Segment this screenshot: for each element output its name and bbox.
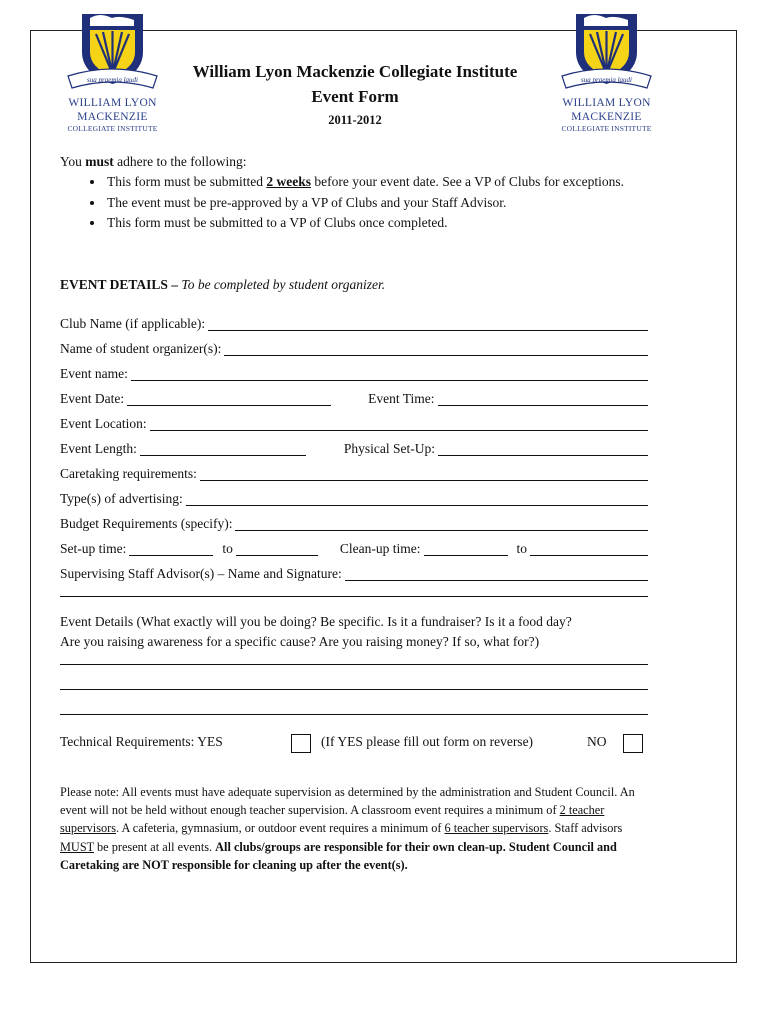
intro-rules [60,152,660,234]
form-header [150,60,560,130]
advertising-input[interactable] [186,490,648,506]
technical-label: Technical Requirements: YES [60,734,223,749]
crest-name-1: WILLIAM LYON [562,97,651,109]
caretaking-input[interactable] [200,465,648,481]
event-details-line-2[interactable] [60,689,648,690]
club-name-input[interactable] [208,315,648,331]
rule-item: • This form must be submitted to a VP of Clubs once completed. [105,213,665,234]
event-details-line-1[interactable] [60,664,648,665]
field-times: Set-up time: to Clean-up time: to [60,540,648,558]
crest-name-2: MACKENZIE [571,111,642,123]
school-year: 2011-2012 [328,113,382,127]
intro-lead: You must adhere to the following: [60,154,247,169]
technical-no-checkbox[interactable] [623,734,643,753]
crest-name-3: COLLEGIATE INSTITUTE [561,124,652,133]
event-length-input[interactable] [140,440,306,456]
technical-requirements [60,732,223,752]
rule-item: • The event must be pre-approved by a VP of Clubs and your Staff Advisor. [105,193,665,214]
organizers-input[interactable] [224,340,648,356]
field-event-length-setup: Event Length: Physical Set-Up: [60,440,648,458]
staff-advisor-input[interactable] [345,565,648,581]
crest-name-2: MACKENZIE [77,111,148,123]
field-event-date-time: Event Date: Event Time: [60,390,648,408]
field-caretaking: Caretaking requirements: [60,465,648,483]
crest-motto: sua praemia laudi [87,76,138,84]
crest-motto: sua praemia laudi [581,76,632,84]
setup-start-input[interactable] [129,540,213,556]
technical-no-label: NO [587,734,607,749]
crest-name-1: WILLIAM LYON [68,97,157,109]
section-heading: EVENT DETAILS – To be completed by student organizer. [60,277,386,292]
cleanup-start-input[interactable] [424,540,508,556]
cleanup-end-input[interactable] [530,540,648,556]
supervision-note: Please note: All events must have adequate supervision as determined by the administration and Student Council. An event will not be held without enough teacher supervision. A classroom event requires a minimum of 2 teacher supervisors. A cafeteria, gymnasium, or outdoor event requires a minimum of 6 teacher supervisors. Staff advisors MUST be present at all events. All clubs/groups are responsible for their own clean-up. Student Council and Caretaking are NOT responsible for cleaning up after the event(s). [60,785,635,872]
event-name-input[interactable] [131,365,648,381]
field-staff-advisor: Supervising Staff Advisor(s) – Name and Signature: [60,565,648,583]
field-advertising: Type(s) of advertising: [60,490,648,508]
budget-input[interactable] [235,515,648,531]
field-event-name: Event name: [60,365,648,383]
technical-note: (If YES please fill out form on reverse) [321,734,534,749]
event-time-input[interactable] [438,390,649,406]
event-details-line-3[interactable] [60,714,648,715]
technical-yes-checkbox[interactable] [291,734,311,753]
staff-advisor-extra-line[interactable] [60,596,648,597]
setup-end-input[interactable] [236,540,318,556]
field-budget: Budget Requirements (specify): [60,515,648,533]
form-title: Event Form [311,87,399,106]
crest-name-3: COLLEGIATE INSTITUTE [67,124,158,133]
field-club-name: Club Name (if applicable): [60,315,648,333]
school-title: William Lyon Mackenzie Collegiate Institute [192,62,518,81]
event-date-input[interactable] [127,390,331,406]
rule-item: • This form must be submitted 2 weeks before your event date. See a VP of Clubs for exceptions. [105,172,665,193]
rules-list [60,172,665,234]
school-crest-right [554,6,659,136]
event-location-input[interactable] [150,415,648,431]
field-organizers: Name of student organizer(s): [60,340,648,358]
field-event-location: Event Location: [60,415,648,433]
crest-icon [554,6,659,96]
physical-setup-input[interactable] [438,440,648,456]
event-details-prompt: Event Details (What exactly will you be doing? Be specific. Is it a fundraiser? Is it a food day? Are you raising awareness for a specific cause? Are you raising money? If so, what for?) [60,614,572,649]
